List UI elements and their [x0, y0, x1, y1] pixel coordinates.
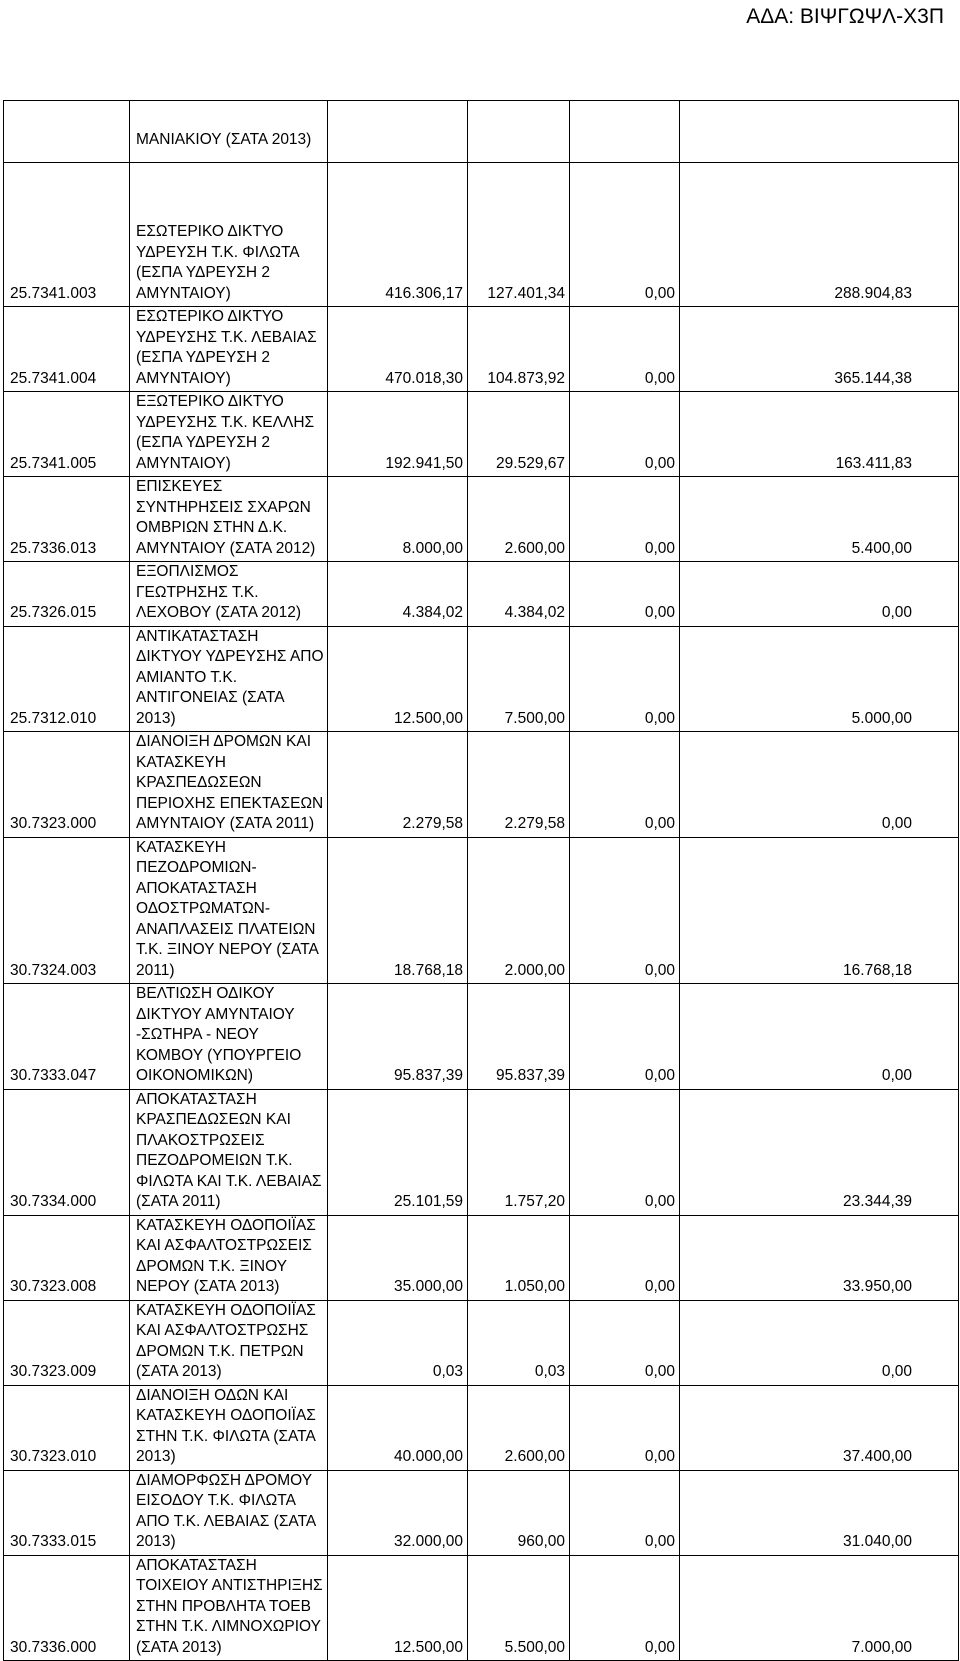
initial-amount-cell: 8.000,00 — [328, 477, 468, 562]
initial-amount-cell: 40.000,00 — [328, 1385, 468, 1470]
description-cell: ΜΑΝΙΑΚΙΟΥ (ΣΑΤΑ 2013) — [130, 101, 328, 163]
code-cell: 30.7323.009 — [4, 1300, 130, 1385]
change-amount-cell: 0,00 — [570, 626, 680, 732]
paid-amount-cell: 2.000,00 — [468, 837, 570, 984]
remaining-amount-cell: 288.904,83 — [680, 163, 959, 307]
table-row — [4, 1215, 959, 1300]
change-amount-cell: 0,00 — [570, 1385, 680, 1470]
table-row — [4, 1089, 959, 1215]
description-cell: ΕΞΩΤΕΡΙΚΟ ΔΙΚΤΥΟ ΥΔΡΕΥΣΗΣ Τ.Κ. ΚΕΛΛΗΣ (ΕΣΠΑ ΥΔΡΕΥΣΗ 2 ΑΜΥΝΤΑΙΟΥ) — [130, 392, 328, 477]
table-row — [4, 837, 959, 984]
code-cell: 25.7312.010 — [4, 626, 130, 732]
change-amount-cell: 0,00 — [570, 984, 680, 1090]
remaining-amount-cell: 163.411,83 — [680, 392, 959, 477]
table-row — [4, 562, 959, 627]
remaining-amount-cell: 0,00 — [680, 984, 959, 1090]
paid-amount-cell: 0,03 — [468, 1300, 570, 1385]
table-row — [4, 1300, 959, 1385]
description-cell: ΚΑΤΑΣΚΕΥΗ ΟΔΟΠΟΙΪΑΣ ΚΑΙ ΑΣΦΑΛΤΟΣΤΡΩΣΗΣ ΔΡΟΜΩΝ Τ.Κ. ΠΕΤΡΩΝ (ΣΑΤΑ 2013) — [130, 1300, 328, 1385]
paid-amount-cell: 1.050,00 — [468, 1215, 570, 1300]
budget-table — [3, 100, 959, 1661]
remaining-amount-cell: 37.400,00 — [680, 1385, 959, 1470]
table-row — [4, 477, 959, 562]
code-cell: 30.7336.000 — [4, 1555, 130, 1661]
remaining-amount-cell: 0,00 — [680, 732, 959, 838]
table-row — [4, 307, 959, 392]
description-cell: ΔΙΑΜΟΡΦΩΣΗ ΔΡΟΜΟΥ ΕΙΣΟΔΟΥ Τ.Κ. ΦΙΛΩΤΑ ΑΠΟ Τ.Κ. ΛΕΒΑΙΑΣ (ΣΑΤΑ 2013) — [130, 1470, 328, 1555]
change-amount-cell: 0,00 — [570, 163, 680, 307]
paid-amount-cell: 1.757,20 — [468, 1089, 570, 1215]
initial-amount-cell: 4.384,02 — [328, 562, 468, 627]
initial-amount-cell: 192.941,50 — [328, 392, 468, 477]
change-amount-cell: 0,00 — [570, 1555, 680, 1661]
description-cell: ΕΞΟΠΛΙΣΜΟΣ ΓΕΩΤΡΗΣΗΣ Τ.Κ. ΛΕΧΟΒΟΥ (ΣΑΤΑ 2012) — [130, 562, 328, 627]
remaining-amount-cell: 0,00 — [680, 562, 959, 627]
remaining-amount-cell: 7.000,00 — [680, 1555, 959, 1661]
code-cell: 25.7326.015 — [4, 562, 130, 627]
description-cell: ΕΣΩΤΕΡΙΚΟ ΔΙΚΤΥΟ ΥΔΡΕΥΣΗ Τ.Κ. ΦΙΛΩΤΑ (ΕΣΠΑ ΥΔΡΕΥΣΗ 2 ΑΜΥΝΤΑΙΟΥ) — [130, 163, 328, 307]
table-row — [4, 392, 959, 477]
code-cell: 25.7336.013 — [4, 477, 130, 562]
initial-amount-cell: 416.306,17 — [328, 163, 468, 307]
initial-amount-cell: 95.837,39 — [328, 984, 468, 1090]
description-cell: ΔΙΑΝΟΙΞΗ ΟΔΩΝ ΚΑΙ ΚΑΤΑΣΚΕΥΗ ΟΔΟΠΟΙΪΑΣ ΣΤΗΝ Τ.Κ. ΦΙΛΩΤΑ (ΣΑΤΑ 2013) — [130, 1385, 328, 1470]
table-row — [4, 163, 959, 307]
initial-amount-cell: 25.101,59 — [328, 1089, 468, 1215]
description-cell: ΑΝΤΙΚΑΤΑΣΤΑΣΗ ΔΙΚΤΥΟΥ ΥΔΡΕΥΣΗΣ ΑΠΟ ΑΜΙΑΝΤΟ Τ.Κ. ΑΝΤΙΓΟΝΕΙΑΣ (ΣΑΤΑ 2013) — [130, 626, 328, 732]
initial-amount-cell: 18.768,18 — [328, 837, 468, 984]
paid-amount-cell: 7.500,00 — [468, 626, 570, 732]
initial-amount-cell: 12.500,00 — [328, 1555, 468, 1661]
remaining-amount-cell: 16.768,18 — [680, 837, 959, 984]
table-row — [4, 732, 959, 838]
description-cell: ΚΑΤΑΣΚΕΥΗ ΟΔΟΠΟΙΪΑΣ ΚΑΙ ΑΣΦΑΛΤΟΣΤΡΩΣΕΙΣ ΔΡΟΜΩΝ Τ.Κ. ΞΙΝΟΥ ΝΕΡΟΥ (ΣΑΤΑ 2013) — [130, 1215, 328, 1300]
initial-amount-cell: 12.500,00 — [328, 626, 468, 732]
description-cell: ΑΠΟΚΑΤΑΣΤΑΣΗ ΚΡΑΣΠΕΔΩΣΕΩΝ ΚΑΙ ΠΛΑΚΟΣΤΡΩΣΕΙΣ ΠΕΖΟΔΡΟΜΕΙΩΝ Τ.Κ. ΦΙΛΩΤΑ ΚΑΙ Τ.Κ. ΛΕΒΑΙΑΣ (ΣΑΤΑ 2011) — [130, 1089, 328, 1215]
description-cell: ΑΠΟΚΑΤΑΣΤΑΣΗ ΤΟΙΧΕΙΟΥ ΑΝΤΙΣΤΗΡΙΞΗΣ ΣΤΗΝ ΠΡΟΒΛΗΤΑ ΤΟΕΒ ΣΤΗΝ Τ.Κ. ΛΙΜΝΟΧΩΡΙΟΥ (ΣΑΤΑ 2013) — [130, 1555, 328, 1661]
change-amount-cell: 0,00 — [570, 1470, 680, 1555]
code-cell: 30.7333.047 — [4, 984, 130, 1090]
paid-amount-cell: 95.837,39 — [468, 984, 570, 1090]
change-amount-cell: 0,00 — [570, 1300, 680, 1385]
code-cell: 25.7341.003 — [4, 163, 130, 307]
code-cell: 25.7341.005 — [4, 392, 130, 477]
description-cell: ΚΑΤΑΣΚΕΥΗ ΠΕΖΟΔΡΟΜΙΩΝ- ΑΠΟΚΑΤΑΣΤΑΣΗ ΟΔΟΣΤΡΩΜΑΤΩΝ- ΑΝΑΠΛΑΣΕΙΣ ΠΛΑΤΕΙΩΝ Τ.Κ. ΞΙΝΟΥ ΝΕΡΟΥ (ΣΑΤΑ 2011) — [130, 837, 328, 984]
paid-amount-cell: 2.600,00 — [468, 477, 570, 562]
initial-amount-cell: 32.000,00 — [328, 1470, 468, 1555]
description-cell: ΔΙΑΝΟΙΞΗ ΔΡΟΜΩΝ ΚΑΙ ΚΑΤΑΣΚΕΥΗ ΚΡΑΣΠΕΔΩΣΕΩΝ ΠΕΡΙΟΧΗΣ ΕΠΕΚΤΑΣΕΩΝ ΑΜΥΝΤΑΙΟΥ (ΣΑΤΑ 2011) — [130, 732, 328, 838]
table-row — [4, 1470, 959, 1555]
remaining-amount-cell: 23.344,39 — [680, 1089, 959, 1215]
remaining-amount-cell: 5.000,00 — [680, 626, 959, 732]
remaining-amount-cell: 0,00 — [680, 1300, 959, 1385]
initial-amount-cell: 35.000,00 — [328, 1215, 468, 1300]
code-cell — [4, 101, 130, 163]
code-cell: 25.7341.004 — [4, 307, 130, 392]
change-amount-cell: 0,00 — [570, 837, 680, 984]
code-cell: 30.7334.000 — [4, 1089, 130, 1215]
table-row — [4, 626, 959, 732]
initial-amount-cell: 2.279,58 — [328, 732, 468, 838]
description-cell: ΕΠΙΣΚΕΥΕΣ ΣΥΝΤΗΡΗΣΕΙΣ ΣΧΑΡΩΝ ΟΜΒΡΙΩΝ ΣΤΗΝ Δ.Κ. ΑΜΥΝΤΑΙΟΥ (ΣΑΤΑ 2012) — [130, 477, 328, 562]
paid-amount-cell: 29.529,67 — [468, 392, 570, 477]
change-amount-cell: 0,00 — [570, 562, 680, 627]
code-cell: 30.7324.003 — [4, 837, 130, 984]
change-amount-cell: 0,00 — [570, 1089, 680, 1215]
table-row-continuation — [4, 101, 959, 163]
initial-amount-cell: 470.018,30 — [328, 307, 468, 392]
remaining-amount-cell: 365.144,38 — [680, 307, 959, 392]
paid-amount-cell: 960,00 — [468, 1470, 570, 1555]
description-cell: ΒΕΛΤΙΩΣΗ ΟΔΙΚΟΥ ΔΙΚΤΥΟΥ ΑΜΥΝΤΑΙΟΥ -ΣΩΤΗΡΑ - ΝΕΟΥ ΚΟΜΒΟΥ (ΥΠΟΥΡΓΕΙΟ ΟΙΚΟΝΟΜΙΚΩΝ) — [130, 984, 328, 1090]
paid-amount-cell: 2.279,58 — [468, 732, 570, 838]
code-cell: 30.7323.000 — [4, 732, 130, 838]
change-amount-cell: 0,00 — [570, 1215, 680, 1300]
initial-amount-cell: 0,03 — [328, 1300, 468, 1385]
remaining-amount-cell: 5.400,00 — [680, 477, 959, 562]
code-cell: 30.7323.010 — [4, 1385, 130, 1470]
change-amount-cell: 0,00 — [570, 477, 680, 562]
code-cell: 30.7323.008 — [4, 1215, 130, 1300]
paid-amount-cell: 104.873,92 — [468, 307, 570, 392]
ada-header: ΑΔΑ: ΒΙΨΓΩΨΛ-Χ3Π — [746, 5, 944, 28]
remaining-amount-cell: 31.040,00 — [680, 1470, 959, 1555]
paid-amount-cell: 4.384,02 — [468, 562, 570, 627]
paid-amount-cell: 2.600,00 — [468, 1385, 570, 1470]
code-cell: 30.7333.015 — [4, 1470, 130, 1555]
paid-amount-cell: 5.500,00 — [468, 1555, 570, 1661]
change-amount-cell: 0,00 — [570, 732, 680, 838]
table-row — [4, 1385, 959, 1470]
remaining-amount-cell: 33.950,00 — [680, 1215, 959, 1300]
paid-amount-cell: 127.401,34 — [468, 163, 570, 307]
change-amount-cell: 0,00 — [570, 307, 680, 392]
description-cell: ΕΣΩΤΕΡΙΚΟ ΔΙΚΤΥΟ ΥΔΡΕΥΣΗΣ Τ.Κ. ΛΕΒΑΙΑΣ (ΕΣΠΑ ΥΔΡΕΥΣΗ 2 ΑΜΥΝΤΑΙΟΥ) — [130, 307, 328, 392]
change-amount-cell: 0,00 — [570, 392, 680, 477]
table-row — [4, 984, 959, 1090]
table-row — [4, 1555, 959, 1661]
